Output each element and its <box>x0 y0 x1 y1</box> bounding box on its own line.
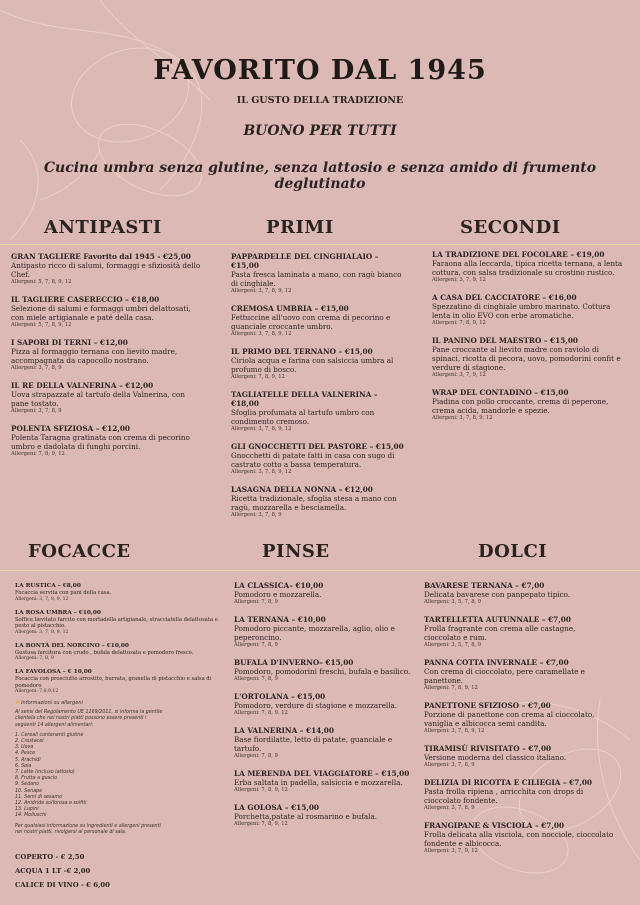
focacce-list <box>15 583 230 702</box>
cuisine-description: Cucina umbra senza glutine, senza lattosio e senza amido di frumento deglutinato <box>43 160 597 192</box>
item-description: Ricetta tradizionale, sfoglia stesa a mano con ragù, mozzarella e besciamella. <box>231 494 397 512</box>
menu-item <box>231 442 406 476</box>
item-description: Faraona alla leccarda, tipica ricetta ternana, a lenta cottura, con salsa tradizionale su crostino rustico. <box>432 259 623 277</box>
menu-item <box>231 390 406 433</box>
section-title-dolci: DOLCI <box>478 541 548 562</box>
menu-item <box>15 643 230 663</box>
item-allergens: Allergeni: 3, 7, 8, 9 <box>11 365 62 371</box>
allergen-list-item: 12. Anidride solforosa e solfiti <box>15 801 87 807</box>
menu-item <box>424 615 614 649</box>
item-name: LASAGNA DELLA NONNA – €12,00 <box>231 485 373 494</box>
item-name: PANNA COTTA INVERNALE – €7,00 <box>424 658 569 667</box>
menu-item <box>234 615 414 649</box>
menu-item <box>15 669 230 695</box>
allergen-info-intro: Ai sensi del Regolamento UE 1169/2011, si informa la gentile clientela che nei nostri piatti possono essere presenti i seguenti 14 allergeni alimentari: <box>15 710 163 728</box>
item-description: Sfoglia profumata al tartufo umbro con condimento cremoso. <box>231 408 375 426</box>
item-allergens: Allergeni: 3, 7, 8, 9 <box>231 512 282 518</box>
item-allergens: Allergeni: 7, 8, 9 <box>234 753 278 759</box>
menu-item <box>234 658 414 683</box>
primi-list <box>231 252 406 528</box>
item-name: TAGLIATELLE DELLA VALNERINA – €18,00 <box>231 390 378 408</box>
menu-item <box>231 252 406 295</box>
section-title-antipasti: ANTIPASTI <box>44 217 162 238</box>
item-name: A CASA DEL CACCIATORE – €16,00 <box>432 293 577 302</box>
item-name: I SAPORI DI TERNI – €12,00 <box>11 338 128 347</box>
item-description: Uova strapazzate al tartufo della Valnerina, con pane tostato. <box>11 390 185 408</box>
item-allergens: Allergeni: 5, 7, 8, 9, 12 <box>11 322 72 328</box>
item-name: LA FAVOLOSA – € 10,00 <box>15 669 92 675</box>
item-description: Focaccia servita con pani della casa. <box>15 590 112 596</box>
subtitle: IL GUSTO DELLA TRADIZIONE <box>236 95 404 106</box>
allergen-info-footer: Per qualsiasi informazione su ingredienti e allergeni presenti nei nostri piatti, rivolgersi al personale di sala. <box>15 823 161 835</box>
menu-item <box>231 304 406 338</box>
item-allergens: Allergeni: 7, 8, 9, 12 <box>234 821 288 827</box>
item-allergens: Allergeni: 7, 8, 9, 12 <box>424 685 478 691</box>
menu-item <box>234 692 414 717</box>
item-name: IL RE DELLA VALNERINA – €12,00 <box>11 381 154 390</box>
item-name: POLENTA SFIZIOSA – €12,00 <box>11 424 130 433</box>
item-description: Frolla delicata alla visciola, con nocciole, cioccolato fondente e albicocca. <box>424 830 614 848</box>
menu-item <box>11 252 201 286</box>
menu-item <box>11 295 201 329</box>
allergen-list-item: 4. Pesce <box>15 751 36 757</box>
item-name: LA ROSA UMBRA – €10,00 <box>15 609 101 616</box>
allergen-list-item: 8. Frutta a guscio <box>15 776 58 782</box>
item-allergens: Allergeni: 3, 5, 7, 8, 9 <box>424 642 482 648</box>
menu-item <box>15 610 230 636</box>
item-allergens: Allergeni: 7, 8, 9 <box>234 676 278 682</box>
item-description: Pomodoro piccante, mozzarella, aglio, olio e peperoncino. <box>234 624 395 642</box>
menu-item <box>424 581 614 606</box>
allergen-list-item: 7. Latte (incluso lattosio) <box>15 770 75 776</box>
item-allergens: Allergeni: 7, 8, 9 <box>234 642 278 648</box>
item-allergens: Allergeni: 3, 7, 8, 9 <box>424 762 475 768</box>
item-allergens: Allergeni: 3, 7, 8, 9, 12 <box>15 629 69 635</box>
item-name: LA TERNANA – €10,00 <box>234 615 326 624</box>
item-description: Con crema di cioccolato, pere caramellate e panettone. <box>424 667 585 685</box>
item-description: Selezione di salumi e formaggi umbri delattosati, con miele artigianale e paté della casa. <box>11 304 191 322</box>
item-description: Focaccia con prosciutto arrostito, burrata, granella di pistacchio e salsa di pomodoro <box>15 676 212 689</box>
pinse-list <box>234 581 414 837</box>
item-description: Gustosa farcitura con crudo , bufala delattosata e pomodoro fresco. <box>15 649 194 656</box>
item-name: LA BONTÀ DEL NORCINO – €10,00 <box>15 642 129 649</box>
item-description: Fettuccine all'uovo con crema di pecorino e guanciale croccante umbro. <box>231 313 391 331</box>
divider-line <box>0 570 640 571</box>
item-name: L'ORTOLANA – €15,00 <box>234 692 326 701</box>
menu-item <box>15 583 230 603</box>
menu-item <box>11 338 201 372</box>
sun-icon: ☀ <box>15 700 20 706</box>
item-description: Frolla fragrante con crema alle castagne, cioccolato e rum. <box>424 624 576 642</box>
extras-list <box>15 850 165 892</box>
item-name: BUFALA D'INVERNO– €15,00 <box>234 658 354 667</box>
item-allergens: Allergeni: 7, 8, 9, 12 <box>234 710 288 716</box>
restaurant-title: FAVORITO DAL 1945 <box>153 55 487 86</box>
secondi-list <box>432 250 627 431</box>
menu-item <box>234 581 414 606</box>
item-description: Base fiordilatte, letto di patate, guanciale e tartufo. <box>234 735 393 753</box>
allergen-info-heading: ☀ Informazioni su allergeni <box>15 700 83 706</box>
menu-item <box>231 347 406 381</box>
dolci-list <box>424 581 614 864</box>
item-description: Polenta Taragna gratinata con crema di pecorino umbro e dadolata di funghi porcini. <box>11 433 190 451</box>
tagline: BUONO PER TUTTI <box>243 123 397 139</box>
item-allergens: Allergeni: 3, 5, 7, 8, 9 <box>424 599 482 605</box>
item-allergens: Allergeni: 3, 7, 9, 12 <box>432 372 486 378</box>
section-title-focacce: FOCACCE <box>28 541 131 562</box>
allergen-list-item: 2. Crostacei <box>15 739 44 745</box>
item-allergens: Allergeni: 7, 8, 9, 12 <box>231 374 285 380</box>
antipasti-list <box>11 252 201 467</box>
item-name: WRAP DEL CONTADINO – €15,00 <box>432 388 569 397</box>
menu-item <box>432 250 627 284</box>
section-title-pinse: PINSE <box>262 541 330 562</box>
item-name: PANETTONE SFIZIOSO – €7,00 <box>424 701 551 710</box>
allergen-list-item: 5. Arachidi <box>15 757 41 763</box>
extra-charge: COPERTO - € 2,50 <box>15 853 85 861</box>
item-name: LA VALNERINA – €14,00 <box>234 726 334 735</box>
menu-item <box>424 744 614 769</box>
item-name: TARTELLETTA AUTUNNALE – €7,00 <box>424 615 571 624</box>
item-allergens: Allergeni: 7, 8, 9, 12 <box>432 320 486 326</box>
menu-item <box>234 803 414 828</box>
section-title-secondi: SECONDI <box>460 217 561 238</box>
item-allergens: Allergeni: 3, 7, 8, 9, 12 <box>424 728 485 734</box>
item-description: Spezzatino di cinghiale umbro marinato. Cottura lenta in olio EVO con erbe aromatiche. <box>432 302 611 320</box>
item-allergens: Allergeni: 3, 7, 8, 9 <box>424 805 475 811</box>
divider-line <box>0 244 640 245</box>
item-description: Pomodoro e mozzarella. <box>234 590 322 599</box>
item-description: Ciriola acqua e farina con salsiccia umbra al profumo di bosco. <box>231 356 394 374</box>
item-name: TIRAMISÙ RIVISITATO – €7,00 <box>424 744 552 753</box>
item-description: Pane croccante al lievito madre con raviolo di spinaci, ricotta di pecora, uovo, pomodorini confit e verdure di stagione. <box>432 345 621 372</box>
item-description: Erba saltata in padella, salsiccia e mozzarella. <box>234 778 403 787</box>
extra-charge: CALICE DI VINO - € 6,00 <box>15 881 110 889</box>
allergen-list-item: 11. Semi di sesamo <box>15 794 63 800</box>
allergen-list-item: 1. Cereali contenenti glutine <box>15 732 84 738</box>
item-allergens: Allergeni: 3, 7, 8, 9, 12 <box>15 596 69 602</box>
allergen-info <box>15 696 165 840</box>
item-description: Pomodoro, verdure di stagione e mozzarella. <box>234 701 398 710</box>
item-description: Versione moderna del classico italiano. <box>424 753 567 762</box>
item-description: Porchetta,patate al rosmarino e bufala. <box>234 812 378 821</box>
item-allergens: Allergeni: 3, 7, 8, 9, 12 <box>231 331 292 337</box>
menu-item <box>432 336 627 379</box>
allergen-list-item: 9. Sedano <box>15 782 40 788</box>
item-name: BAVARESE TERNANA – €7,00 <box>424 581 545 590</box>
item-name: GLI GNOCCHETTI DEL PASTORE – €15,00 <box>231 442 404 451</box>
item-description: Pasta fresca laminata a mano, con ragù bianco di cinghiale. <box>231 270 402 288</box>
menu-item <box>432 388 627 422</box>
item-name: IL PRIMO DEL TERNANO – €15,00 <box>231 347 373 356</box>
item-allergens: Allergeni: 3, 7, 8, 9 <box>11 408 62 414</box>
item-name: IL TAGLIERE CASERECCIO – €18,00 <box>11 295 160 304</box>
item-allergens: Allergeni: 3, 7, 8, 9, 12 <box>231 288 292 294</box>
item-name: LA MERENDA DEL VIAGGIATORE – €15,00 <box>234 769 410 778</box>
menu-item <box>424 658 614 692</box>
extra-charge: ACQUA 1 LT -€ 2,00 <box>15 867 91 875</box>
item-description: Pizza al formaggio ternana con lievito madre, accompagnata da capocollo nostrano. <box>11 347 178 365</box>
item-description: Gnocchetti di patate fatti in casa con sugo di castrato cotto a bassa temperatura. <box>231 451 395 469</box>
allergen-list-item: 13. Lupini <box>15 807 39 813</box>
item-name: LA CLASSICA– €10,00 <box>234 581 324 590</box>
item-allergens: Allergeni: 7, 8, 9 <box>15 656 54 661</box>
menu-item <box>424 701 614 735</box>
allergen-list-item: 14. Molluschi <box>15 813 47 819</box>
item-description: Antipasto ricco di salumi, formaggi e sfiziosità dello Chef. <box>11 261 201 279</box>
menu-item <box>424 778 614 812</box>
item-allergens: Allergeni: 7,8,9,12 <box>15 689 59 694</box>
allergen-list <box>15 733 165 820</box>
menu-item <box>231 485 406 519</box>
item-name: CREMOSA UMBRIA – €15,00 <box>231 304 349 313</box>
item-description: Pomodoro, pomodorini freschi, bufala e basilico. <box>234 667 411 676</box>
item-name: LA GOLOSA – €15,00 <box>234 803 319 812</box>
item-allergens: Allergeni: 7, 8, 9, 12 <box>234 787 288 793</box>
item-allergens: Allergeni: 3, 7, 8, 9, 12 <box>231 469 292 475</box>
item-allergens: Allergeni: 5, 7, 8, 9, 12 <box>11 279 72 285</box>
item-allergens: Allergeni: 3, 7, 9, 12 <box>424 848 478 854</box>
menu-item <box>432 293 627 327</box>
allergen-list-item: 3. Uova <box>15 745 34 751</box>
item-description: Piadina con pollo croccante, crema di peperone, crema acida, mandorle e spezie. <box>432 397 609 415</box>
item-allergens: Allergeni: 7, 8, 9 <box>234 599 278 605</box>
item-description: Soffice lievitato farcito con mortadella artigianale, stracciatella delattosata e pesto al pistacchio. <box>15 616 218 629</box>
item-allergens: Allergeni: 7, 8, 9, 12 <box>11 451 65 457</box>
menu-item <box>234 769 414 794</box>
item-description: Delicata bavarese con panpepato tipico. <box>424 590 571 599</box>
item-description: Porzione di panettone con crema al cioccolato, vaniglia e albicocca semi candita. <box>424 710 595 728</box>
menu-item <box>11 381 201 415</box>
item-name: PAPPARDELLE DEL CINGHIALAIO – €15,00 <box>231 252 379 270</box>
allergen-list-item: 6. Soia <box>15 763 32 769</box>
item-name: LA TRADIZIONE DEL FOCOLARE – €19,00 <box>432 250 605 259</box>
menu-item <box>234 726 414 760</box>
item-name: LA RUSTICA – €8,00 <box>15 583 81 589</box>
item-allergens: Allergeni: 3, 7, 8, 9, 12 <box>432 415 493 421</box>
item-description: Pasta frolla ripiena , arricchita con drops di cioccolato fondente. <box>424 787 584 805</box>
section-title-primi: PRIMI <box>266 217 334 238</box>
item-name: GRAN TAGLIERE Favorito dal 1945 - €25,00 <box>11 252 191 261</box>
item-name: DELIZIA DI RICOTTA E CILIEGIA – €7,00 <box>424 778 593 787</box>
menu-item <box>424 821 614 855</box>
item-allergens: Allergeni: 3, 7, 9, 12 <box>432 277 486 283</box>
item-name: IL PANINO DEL MAESTRO – €15,00 <box>432 336 578 345</box>
allergen-list-item: 10. Senape <box>15 788 43 794</box>
item-allergens: Allergeni: 3, 7, 8, 9, 12 <box>231 426 292 432</box>
item-name: FRANGIPANE & VISCIOLA – €7,00 <box>424 821 565 830</box>
menu-item <box>11 424 201 458</box>
